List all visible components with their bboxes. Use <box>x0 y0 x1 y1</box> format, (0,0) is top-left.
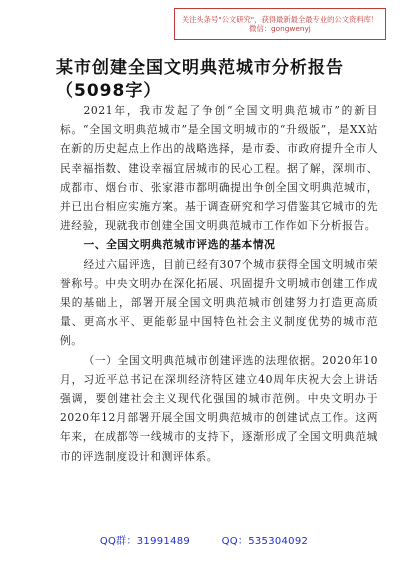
footer-qq-group: QQ群：31991489 <box>99 536 191 547</box>
intro-paragraph: 2021年，我市发起了争创“全国文明典范城市”的新目标。“全国文明典范城市”是全国文明城市的“升级版”，是XX站在新的历史起点上作出的战略选择，是市委、市政府提升全市人民幸福指数、建设幸福宜居城市的民心工程。据了解，深圳市、成都市、烟台市、张家港市都明确提出争创全国文明典范城市，并已出台相应实施方案。基于调查研究和学习借鉴其它城市的先进经验，现就我市创建全国文明典范城市工作作如下分析报告。 <box>60 104 378 233</box>
section-paragraph: （一）全国文明典范城市创建评选的法理依据。2020年10月，习近平总书记在深圳经济特区建立40周年庆祝大会上讲话强调，要创建社会主义现代化强国的城市范例。中央文明办于2020年12月部署开展全国文明典范城市的创建试点工作。这两年来，在成都等一线城市的支持下，逐渐形成了全国文明典范城市的评选制度设计和测评体系。 <box>60 353 378 463</box>
page-footer <box>0 532 408 547</box>
section-heading: 一、全国文明典范城市评选的基本情况 <box>83 238 276 252</box>
section-paragraph: 经过六届评选，目前已经有307个城市获得全国文明城市荣誉称号。中央文明办在深化拓展、巩固提升文明城市创建工作成果的基础上，部署开展全国文明典范城市创建努力打造更高质量、更高水平、更能彰显中国特色社会主义制度优势的城市范例。 <box>60 257 378 348</box>
document-title: 某市创建全国文明典范城市分析报告（5098字） <box>56 58 344 101</box>
footer-qq: QQ：535304092 <box>221 536 309 547</box>
promo-banner <box>174 8 386 40</box>
document-body <box>60 101 378 466</box>
promo-banner-text: 关注头条号"公文研究"，获得最新最全最专业的公文资料库！ 微信：gongwenyj <box>181 14 379 33</box>
